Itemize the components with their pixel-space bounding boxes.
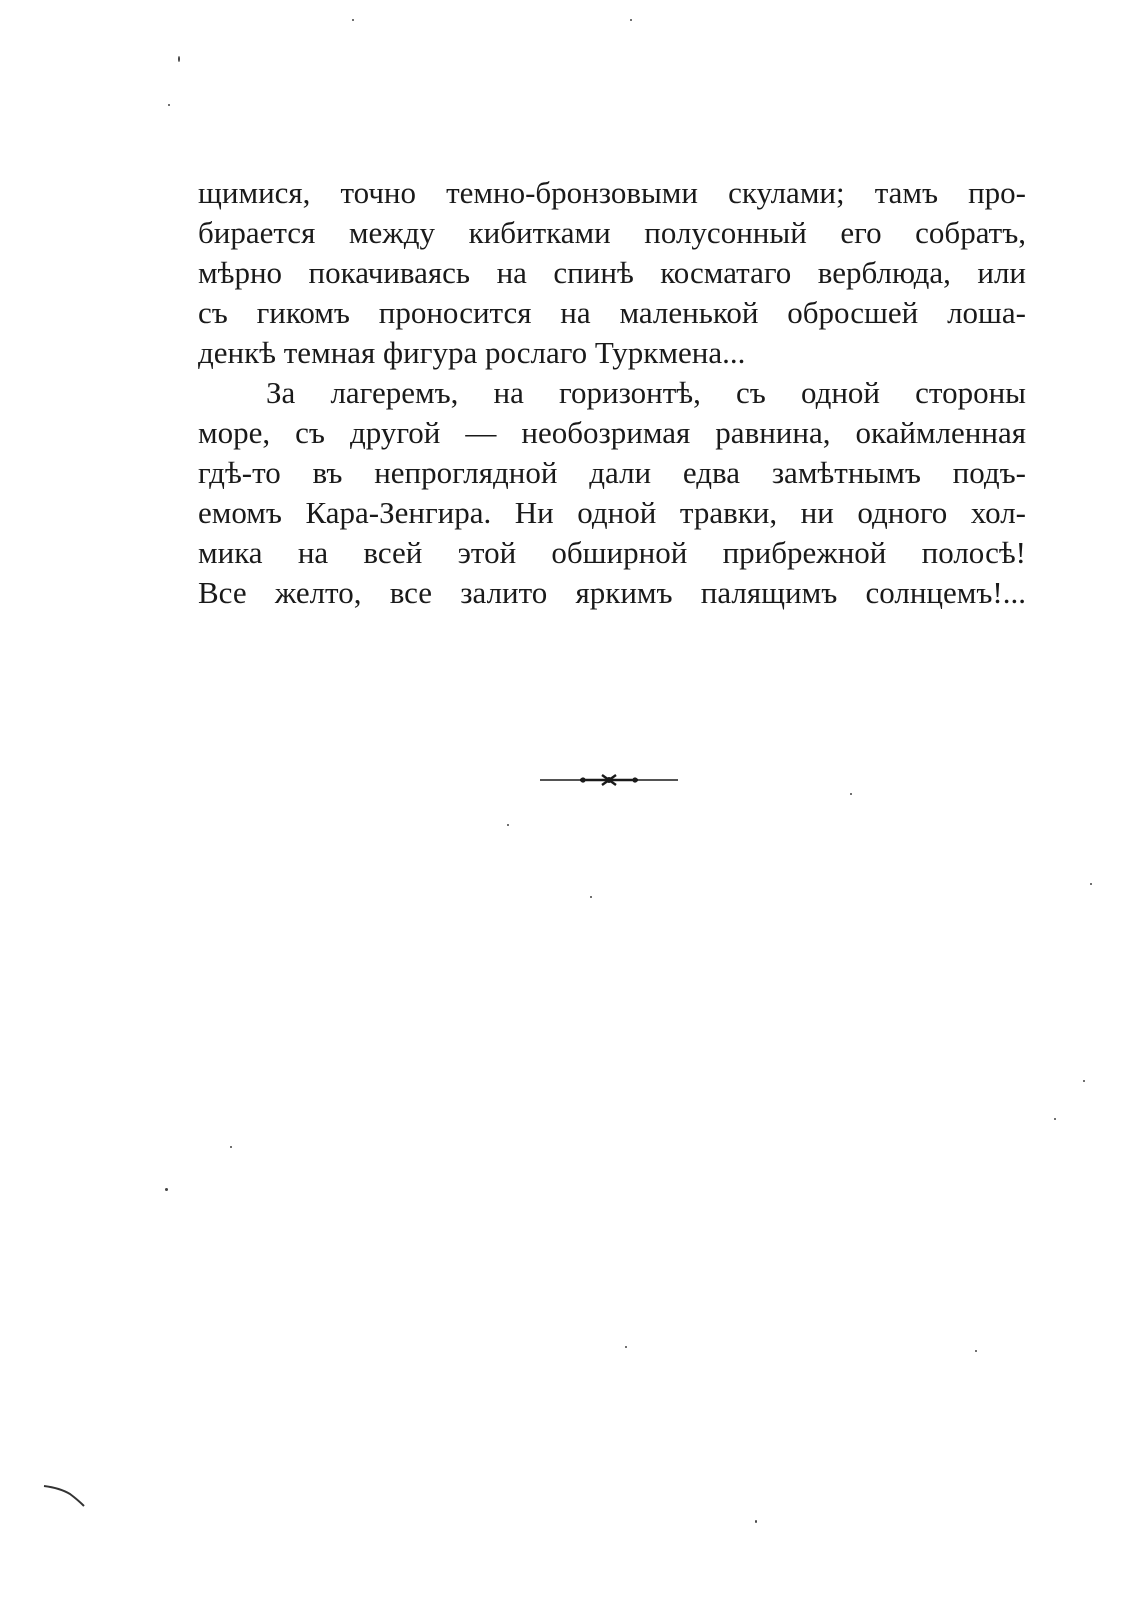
scan-speck <box>230 1146 232 1148</box>
scan-speck <box>755 1520 757 1523</box>
text-line: щимися, точно темно-бронзовыми скулами; тамъ про- <box>198 175 1026 210</box>
scan-speck <box>975 1350 977 1352</box>
scan-speck <box>1083 1080 1085 1082</box>
scan-speck <box>590 896 592 898</box>
paragraph-1 <box>198 173 1026 373</box>
text-line: мика на всей этой обширной прибрежной полосѣ! <box>198 535 1026 570</box>
scan-mark <box>40 1480 90 1510</box>
scan-speck <box>178 56 180 62</box>
scan-speck <box>1054 1118 1056 1120</box>
paragraph-2 <box>198 373 1026 613</box>
scan-speck <box>507 824 509 826</box>
text-line: Все желто, все залито яркимъ палящимъ солнцемъ!... <box>198 575 1026 610</box>
scan-speck <box>165 1188 168 1191</box>
text-line: море, съ другой — необозримая равнина, окаймленная <box>198 415 1026 450</box>
text-line: гдѣ-то въ непроглядной дали едва замѣтнымъ подъ- <box>198 455 1026 490</box>
scan-speck <box>625 1346 627 1348</box>
text-line: За лагеремъ, на горизонтѣ, съ одной стороны <box>266 375 1026 410</box>
scan-speck <box>630 19 632 21</box>
scan-speck <box>168 104 170 106</box>
text-line: емомъ Кара-Зенгира. Ни одной травки, ни одного хол- <box>198 495 1026 530</box>
tailpiece-ornament-icon <box>540 772 678 788</box>
scan-speck <box>850 793 852 795</box>
body-text <box>198 173 1026 613</box>
text-line: съ гикомъ проносится на маленькой обросшей лоша- <box>198 295 1026 330</box>
scan-speck <box>352 19 354 21</box>
text-line: денкѣ темная фигура рослаго Туркмена... <box>198 335 746 370</box>
scan-speck <box>1090 883 1092 885</box>
text-line: бирается между кибитками полусонный его собратъ, <box>198 215 1026 250</box>
text-line: мѣрно покачиваясь на спинѣ косматаго верблюда, или <box>198 255 1026 290</box>
